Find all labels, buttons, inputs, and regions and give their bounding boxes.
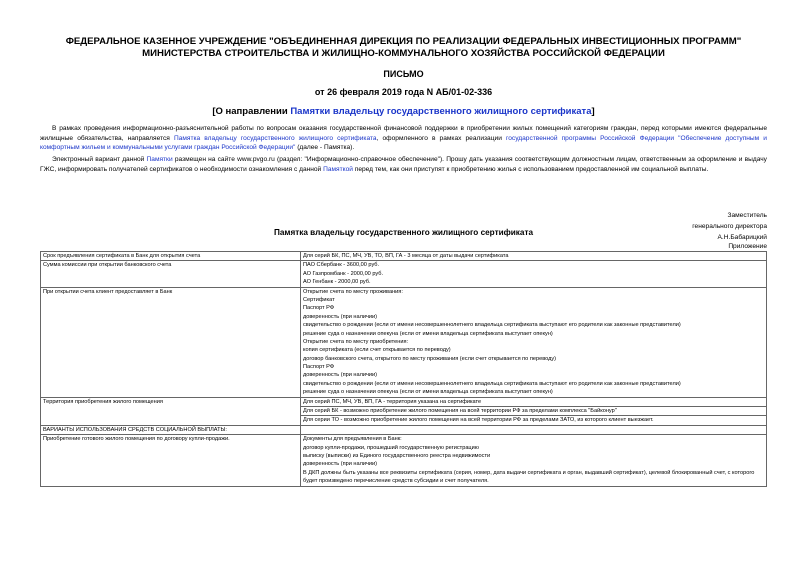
cell-line: свидетельство о рождении (если от имени несовершеннолетнего владельца сертификата выступают его родители как законные представители) — [303, 380, 681, 387]
cell-line: ПАО Сбербанк - 3600,00 руб. — [303, 262, 380, 269]
subject-bracket-open: [О направлении — [212, 106, 291, 117]
table-row — [41, 287, 767, 397]
cell-line: решение суда о назначении опекуна (если от имени владельца сертификата выступает опекун) — [303, 389, 553, 396]
organization-name: ФЕДЕРАЛЬНОЕ КАЗЕННОЕ УЧРЕЖДЕНИЕ "ОБЪЕДИНЕННАЯ ДИРЕКЦИЯ ПО РЕАЛИЗАЦИИ ФЕДЕРАЛЬНЫХ ИНВЕСТИЦИОННЫХ ПРОГРАММ" МИНИСТЕРСТВА СТРОИТЕЛЬСТВА И ЖИЛИЩНО-КОММУНАЛЬНОГО ХОЗЯЙСТВА РОССИЙСКОЙ ФЕДЕРАЦИИ — [65, 36, 742, 59]
cell-line: Документы для предъявления в Банк: — [303, 436, 402, 443]
cell-line: договор банковского счета, открытого по месту проживания (если счет открывается по переводу) — [303, 355, 557, 362]
table-cell — [301, 435, 767, 486]
cell-line: свидетельство о рождении (если от имени несовершеннолетнего владельца сертификата выступают его родители как законные представители) — [303, 322, 681, 329]
cell-line: доверенность (при наличии) — [303, 372, 378, 379]
body-paragraph-1 — [40, 124, 767, 153]
cell-line: АО Генбанк - 2000,00 руб. — [303, 279, 371, 286]
table-row — [41, 425, 767, 434]
subject-link[interactable]: Памятки владельцу государственного жилищного сертификата — [290, 106, 592, 117]
signature-position: Заместитель — [727, 212, 767, 219]
program-link[interactable]: государственной программы Российской Федерации "Обеспечение доступным и комфортным жильем и коммунальными услугами граждан Российской Федерации" — [40, 134, 767, 152]
memo-link[interactable]: Памятка владельцу государственного жилищного сертификата — [173, 134, 377, 142]
attachment-label: Приложение — [728, 243, 767, 250]
memo-table — [40, 251, 767, 487]
p2-text-a: Электронный вариант данной — [52, 156, 147, 163]
body-paragraph-2 — [40, 155, 767, 174]
memo-link-2[interactable]: Памятки — [146, 156, 173, 163]
table-cell — [301, 261, 767, 287]
p2-text-b: размещен на сайте www.pvgo.ru (раздел: "Информационно-справочное обеспечение"). Прошу дать указания соответствующим должностным лицам, ответственным за оформление и выдачу ГЖС, информировать получателей сертификатов о необходимости ознакомления с данной — [40, 156, 767, 173]
table-cell — [301, 287, 767, 397]
cell-line: Для серий ПС, МЧ, УВ, ВП, ГА - территория указана на сертификате — [303, 398, 482, 405]
p1-text-b: , оформленного в рамках реализации — [376, 134, 506, 142]
table-cell: Срок предъявления сертификата в Банк для открытия счета — [41, 252, 301, 261]
cell-line: выписку (выписки) из Единого государственного реестра недвижимости — [303, 453, 491, 460]
table-cell: Сумма комиссии при открытии банковского счета — [41, 261, 301, 287]
table-cell: ВАРИАНТЫ ИСПОЛЬЗОВАНИЯ СРЕДСТВ СОЦИАЛЬНОЙ ВЫПЛАТЫ: — [41, 425, 301, 434]
table-cell — [301, 425, 767, 434]
table-cell — [301, 397, 767, 406]
p1-text-a: В рамках проведения информационно-разъяснительной работы по вопросам оказания государственной финансовой поддержки в приобретении жилых помещений категориям граждан, перед которыми имеются федеральные жилищные обязательства, направляется — [40, 125, 767, 142]
signature-block — [692, 210, 767, 243]
table-cell — [301, 407, 767, 416]
cell-line: Паспорт РФ — [303, 364, 335, 371]
cell-line: Для серий БК - возможно приобретение жилого помещения на всей территории РФ за пределами комплекса "Байконур" — [303, 408, 617, 415]
table-row — [41, 397, 767, 406]
cell-line: договор купли-продажи, прошедший государственную регистрацию — [303, 444, 479, 451]
signature-name: А.Н.Бабарицкий — [717, 234, 767, 241]
table-row — [41, 252, 767, 261]
cell-line: Паспорт РФ — [303, 305, 335, 312]
document-type: ПИСЬМО — [383, 69, 424, 79]
cell-line: доверенность (при наличии) — [303, 461, 378, 468]
memo-title: Памятка владельцу государственного жилищного сертификата — [273, 228, 534, 237]
p2-text-c: перед тем, как они приступят к приобретению жилья с использованием предоставленной им социальной выплаты. — [352, 165, 709, 173]
signature-title: генерального директора — [692, 223, 767, 230]
memo-link-3[interactable]: Памяткой — [323, 165, 353, 173]
cell-line: Для серии ТО - возможно приобретение жилого помещения на всей территории РФ за пределами ЗАТО, из которого клиент выезжает. — [303, 417, 654, 424]
document-subject — [40, 106, 767, 117]
table-row — [41, 261, 767, 287]
table-cell: Территория приобретения жилого помещения — [41, 397, 301, 425]
table-cell: При открытии счета клиент предоставляет в Банк — [41, 287, 301, 397]
table-cell: Приобретение готового жилого помещения по договору купли-продажи. — [41, 435, 301, 486]
table-row — [41, 435, 767, 486]
cell-line: решение суда о назначении опекуна (если от имени владельца сертификата выступает опекун) — [303, 330, 553, 337]
document-date-number: от 26 февраля 2019 года N АБ/01-02-336 — [314, 87, 493, 97]
cell-line: Для серий БК, ПС, МЧ, УВ, ТО, ВП, ГА - 3 месяца от даты выдачи сертификата — [303, 253, 509, 259]
cell-line: копия сертификата (если счет открывается по переводу) — [303, 347, 451, 354]
cell-line: Открытие счета по месту приобретения: — [303, 338, 409, 345]
table-cell — [301, 416, 767, 425]
cell-line: Открытие счета по месту проживания: — [303, 288, 403, 295]
subject-bracket-close: ] — [591, 106, 595, 117]
cell-line: Сертификат — [303, 296, 335, 303]
p1-text-c: (далее - Памятка). — [295, 144, 355, 152]
table-cell — [301, 252, 767, 261]
cell-line: доверенность (при наличии) — [303, 313, 378, 320]
cell-line: В ДКП должны быть указаны все реквизиты сертификата (серия, номер, дата выдачи сертификата и орган, выдавший сертификат), целевой блокированный счет, с которого будет произведено перечисление средств субсидии и счет получателя. — [303, 469, 755, 485]
cell-line: АО Газпромбанк - 2000,00 руб. — [303, 270, 384, 277]
